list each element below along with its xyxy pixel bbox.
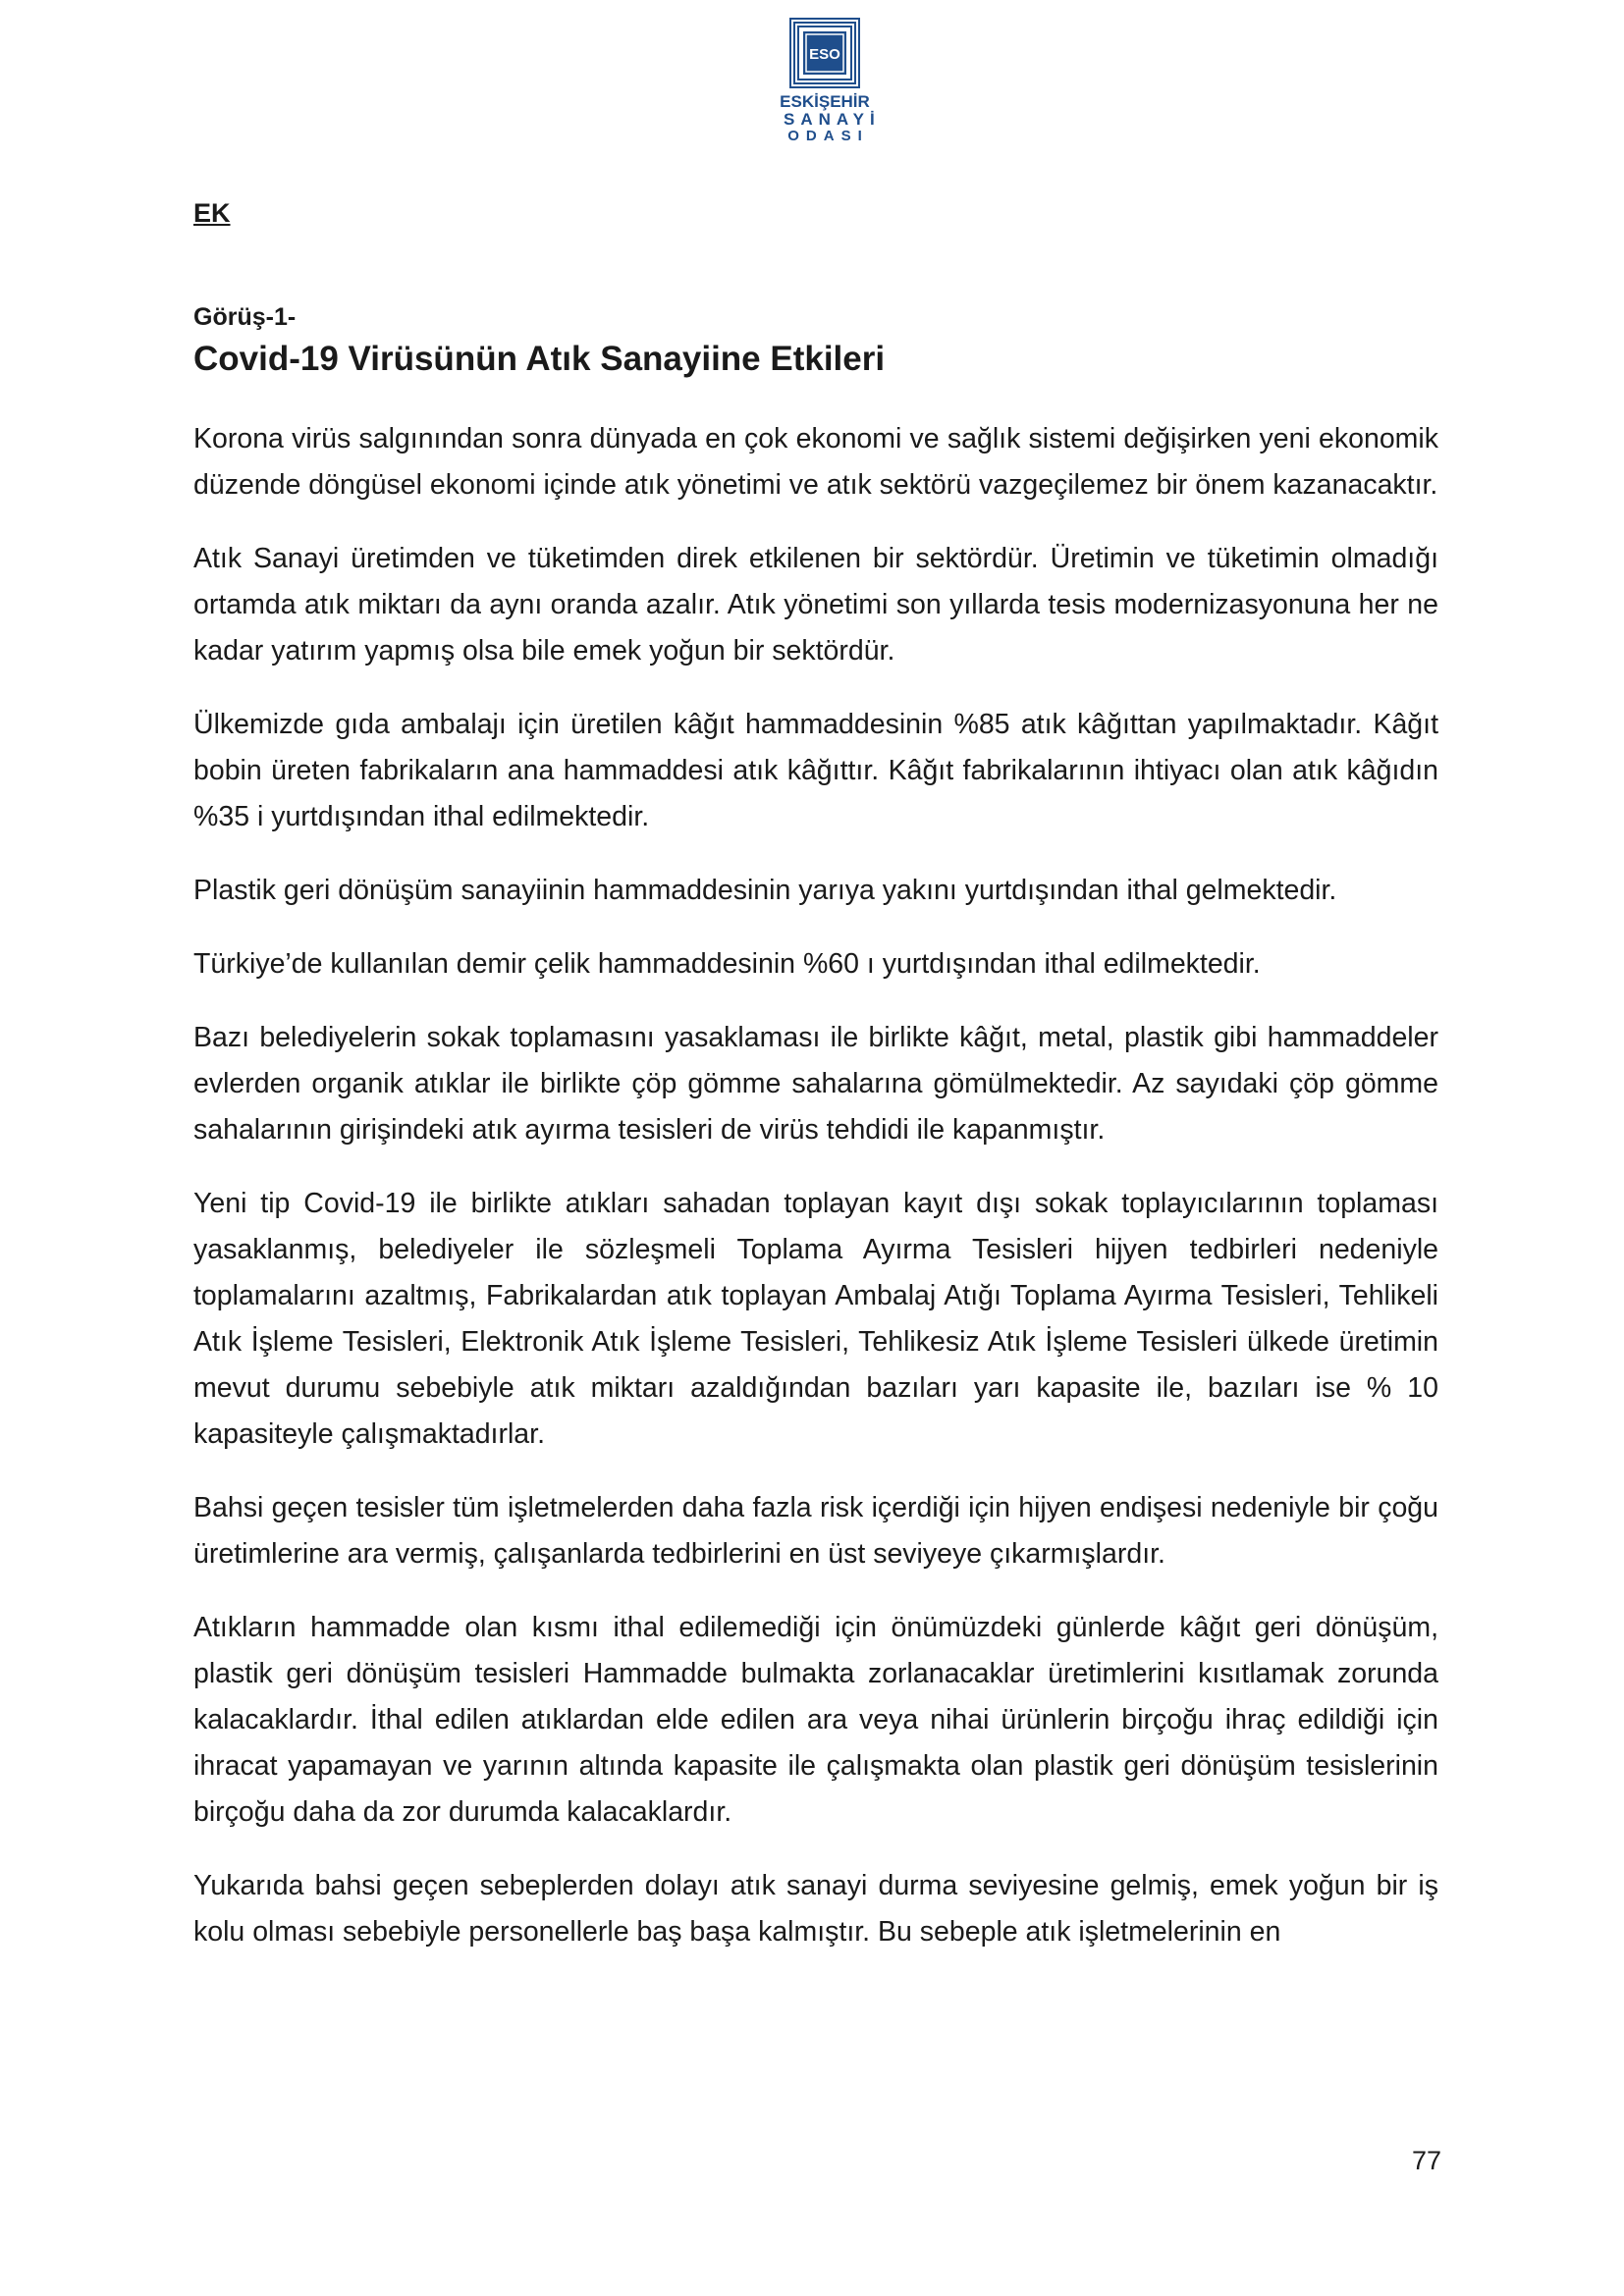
section-label: EK <box>193 198 231 228</box>
eso-logo <box>778 18 881 144</box>
paragraph: Bahsi geçen tesisler tüm işletmelerden daha fazla risk içerdiği için hijyen endişesi nedeniyle bir çoğu üretimlerine ara vermiş, çalışanlarda tedbirlerini en üst seviyeye çıkarmışlardır. <box>193 1492 1438 1570</box>
eso-emblem-icon <box>789 18 860 88</box>
document-body <box>193 194 1438 1983</box>
logo-line-sanayi: SANAYİ <box>784 109 881 129</box>
document-title: Covid-19 Virüsünün Atık Sanayiine Etkileri <box>193 340 886 378</box>
paragraph: Yukarıda bahsi geçen sebeplerden dolayı atık sanayi durma seviyesine gelmiş, emek yoğun bir iş kolu olması sebebiyle personellerle baş başa kalmıştır. Bu sebeple atık işletmelerinin en <box>193 1870 1438 1948</box>
paragraph: Atıkların hammadde olan kısmı ithal edilemediği için önümüzdeki günlerde kâğıt geri dönüşüm, plastik geri dönüşüm tesisleri Hammadde bulmakta zorlanacaklar üretimlerini kısıtlamak zorunda kalacaklardır. İthal edilen atıklardan elde edilen ara veya nihai ürünlerin birçoğu ihraç edildiği için ihracat yapamayan ve yarının altında kapasite ile çalışmakta olan plastik geri dönüşüm tesislerinin birçoğu daha da zor durumda kalacaklardır. <box>193 1612 1438 1828</box>
paragraph: Plastik geri dönüşüm sanayiinin hammaddesinin yarıya yakını yurtdışından ithal gelmektedir. <box>193 875 1337 906</box>
paragraph: Korona virüs salgınından sonra dünyada en çok ekonomi ve sağlık sistemi değişirken yeni ekonomik düzende döngüsel ekonomi içinde atık yönetimi ve atık sektörü vazgeçilemez bir önem kazanacaktır. <box>193 423 1438 501</box>
opinion-label: Görüş-1- <box>193 303 297 331</box>
paragraph: Ülkemizde gıda ambalajı için üretilen kâğıt hammaddesinin %85 atık kâğıttan yapılmaktadır. Kâğıt bobin üreten fabrikaların ana hammaddesi atık kâğıttır. Kâğıt fabrikalarının ihtiyacı olan atık kâğıdın %35 i yurtdışından ithal edilmektedir. <box>193 709 1438 832</box>
paragraph: Yeni tip Covid-19 ile birlikte atıkları sahadan toplayan kayıt dışı sokak toplayıcılarının toplaması yasaklanmış, belediyeler ile sözleşmeli Toplama Ayırma Tesisleri hijyen tedbirleri nedeniyle toplamalarını azaltmış, Fabrikalardan atık toplayan Ambalaj Atığı Toplama Ayırma Tesisleri, Tehlikeli Atık İşleme Tesisleri, Elektronik Atık İşleme Tesisleri, Tehlikesiz Atık İşleme Tesisleri ülkede üretimin mevut durumu sebebiyle atık miktarı azaldığından bazıları yarı kapasite ile, bazıları ise % 10 kapasiteyle çalışmaktadırlar. <box>193 1188 1438 1450</box>
page-number: 77 <box>1411 2146 1441 2175</box>
paragraph: Atık Sanayi üretimden ve tüketimden direk etkilenen bir sektördür. Üretimin ve tüketimin olmadığı ortamda atık miktarı da aynı oranda azalır. Atık yönetimi son yıllarda tesis modernizasyonuna her ne kadar yatırım yapmış olsa bile emek yoğun bir sektördür. <box>193 543 1438 667</box>
paragraph: Bazı belediyelerin sokak toplamasını yasaklaması ile birlikte kâğıt, metal, plastik gibi hammaddeler evlerden organik atıklar ile birlikte çöp gömme sahalarına gömülmektedir. Az sayıdaki çöp gömme sahalarının girişindeki atık ayırma tesisleri de virüs tehdidi ile kapanmıştır. <box>193 1022 1438 1146</box>
logo-line-odasi: ODASI <box>787 127 869 144</box>
logo-badge-text: ESO <box>809 46 840 63</box>
logo-line-city: ESKİŞEHİR <box>780 92 870 111</box>
paragraph: Türkiye’de kullanılan demir çelik hammaddesinin %60 ı yurtdışından ithal edilmektedir. <box>193 948 1261 980</box>
